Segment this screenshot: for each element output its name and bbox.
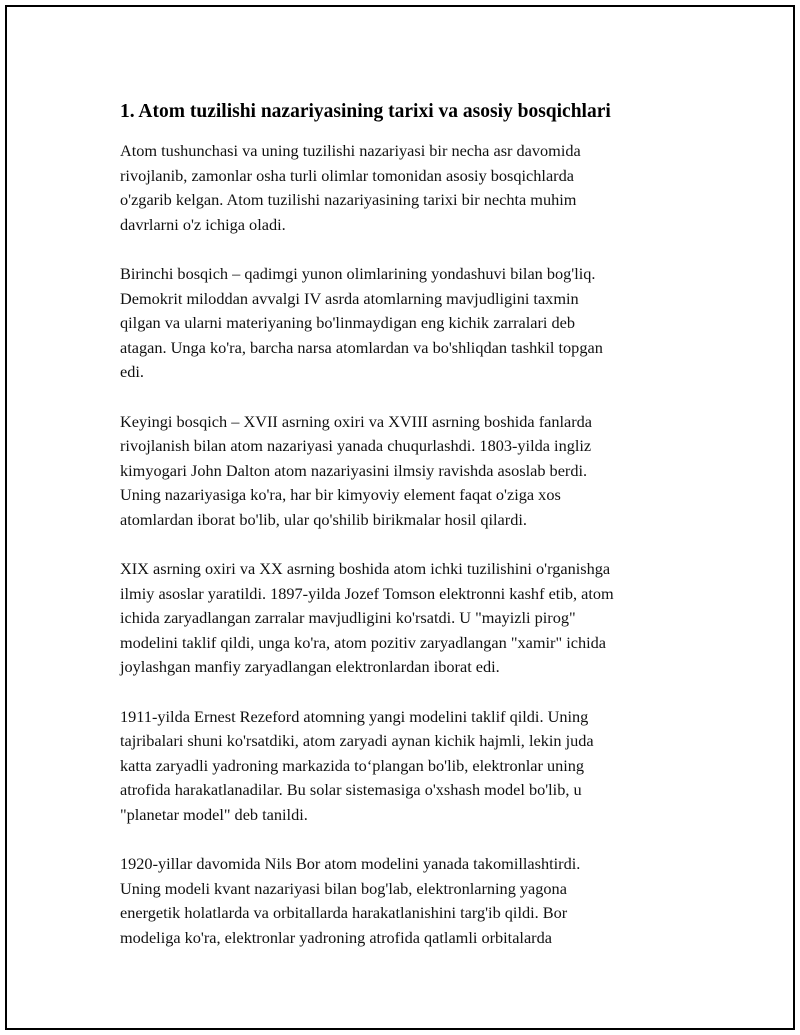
text-line: modelini taklif qildi, unga ko'ra, atom pozitiv zaryadlangan "xamir" ichida [120, 632, 606, 652]
text-line: Atom tushunchasi va uning tuzilishi nazariyasi bir necha asr davomida [120, 141, 581, 160]
text-line: Birinchi bosqich – qadimgi yunon olimlarining yondashuvi bilan bog'liq. [120, 264, 596, 283]
text-line: modeliga ko'ra, elektronlar yadroning atrofida qatlamli orbitalarda [120, 927, 552, 947]
text-line: ichida zaryadlangan zarralar mavjudligini ko'rsatdi. U "mayizli pirog" [120, 608, 576, 627]
text-line: rivojlanish bilan atom nazariyasi yanada chuqurlashdi. 1803-yilda ingliz [120, 436, 592, 455]
text-line: joylashgan manfiy zaryadlangan elektronlardan iborat edi. [120, 657, 500, 676]
paragraph-intro [120, 139, 700, 237]
document-body [120, 99, 700, 975]
text-line: energetik holatlarda va orbitallarda harakatlanishini targ'ib qildi. Bor [120, 903, 568, 922]
paragraph-rutherford [120, 705, 700, 828]
text-line: atomlardan iborat bo'lib, ular qo'shilib birikmalar hosil qilardi. [120, 509, 527, 529]
text-line: katta zaryadli yadroning markazida to‘plangan bo'lib, elektronlar uning [120, 755, 585, 775]
text-line: 1911-yilda Ernest Rezeford atomning yangi modelini taklif qildi. Uning [120, 706, 589, 726]
text-line: XIX asrning oxiri va XX asrning boshida atom ichki tuzilishini o'rganishga [120, 559, 611, 578]
text-line: kimyogari John Dalton atom nazariyasini ilmsiy ravishda asoslab berdi. [120, 460, 588, 480]
text-line: Uning nazariyasiga ko'ra, har bir kimyoviy element faqat o'ziga xos [120, 485, 561, 504]
text-line: atrofida harakatlanadilar. Bu solar sistemasiga o'xshash model bo'lib, u [120, 780, 582, 799]
text-line: 1920-yillar davomida Nils Bor atom modelini yanada takomillashtirdi. [120, 854, 581, 873]
paragraph-first-stage [120, 262, 700, 385]
text-line: ilmiy asoslar yaratildi. 1897-yilda Jozef Tomson elektronni kashf etib, atom [120, 583, 614, 603]
text-line: Keyingi bosqich – XVII asrning oxiri va XVIII asrning boshida fanlarda [120, 411, 593, 431]
text-line: o'zgarib kelgan. Atom tuzilishi nazariyasining tarixi bir nechta muhim [120, 190, 577, 209]
page-frame [5, 5, 795, 1030]
paragraph-bohr [120, 852, 700, 950]
paragraph-thomson [120, 557, 700, 680]
text-line: edi. [120, 362, 144, 381]
text-line: qilgan va ularni materiyaning bo'linmaydigan eng kichik zarralari deb [120, 313, 576, 332]
section-heading: 1. Atom tuzilishi nazariyasining tarixi va asosiy bosqichlari [120, 101, 611, 122]
text-line: Demokrit miloddan avvalgi IV asrda atomlarning mavjudligini taxmin [120, 288, 579, 308]
text-line: atagan. Unga ko'ra, barcha narsa atomlardan va bo'shliqdan tashkil topgan [120, 337, 603, 357]
text-line: rivojlanib, zamonlar osha turli olimlar tomonidan asosiy bosqichlarda [120, 165, 574, 185]
paragraph-next-stage [120, 410, 700, 533]
text-line: "planetar model" deb tanildi. [120, 804, 308, 824]
text-line: tajribalari shuni ko'rsatdiki, atom zaryadi aynan kichik hajmli, lekin juda [120, 731, 594, 750]
text-line: Uning modeli kvant nazariyasi bilan bog'lab, elektronlarning yagona [120, 878, 567, 898]
text-line: davrlarni o'z ichiga oladi. [120, 214, 286, 234]
